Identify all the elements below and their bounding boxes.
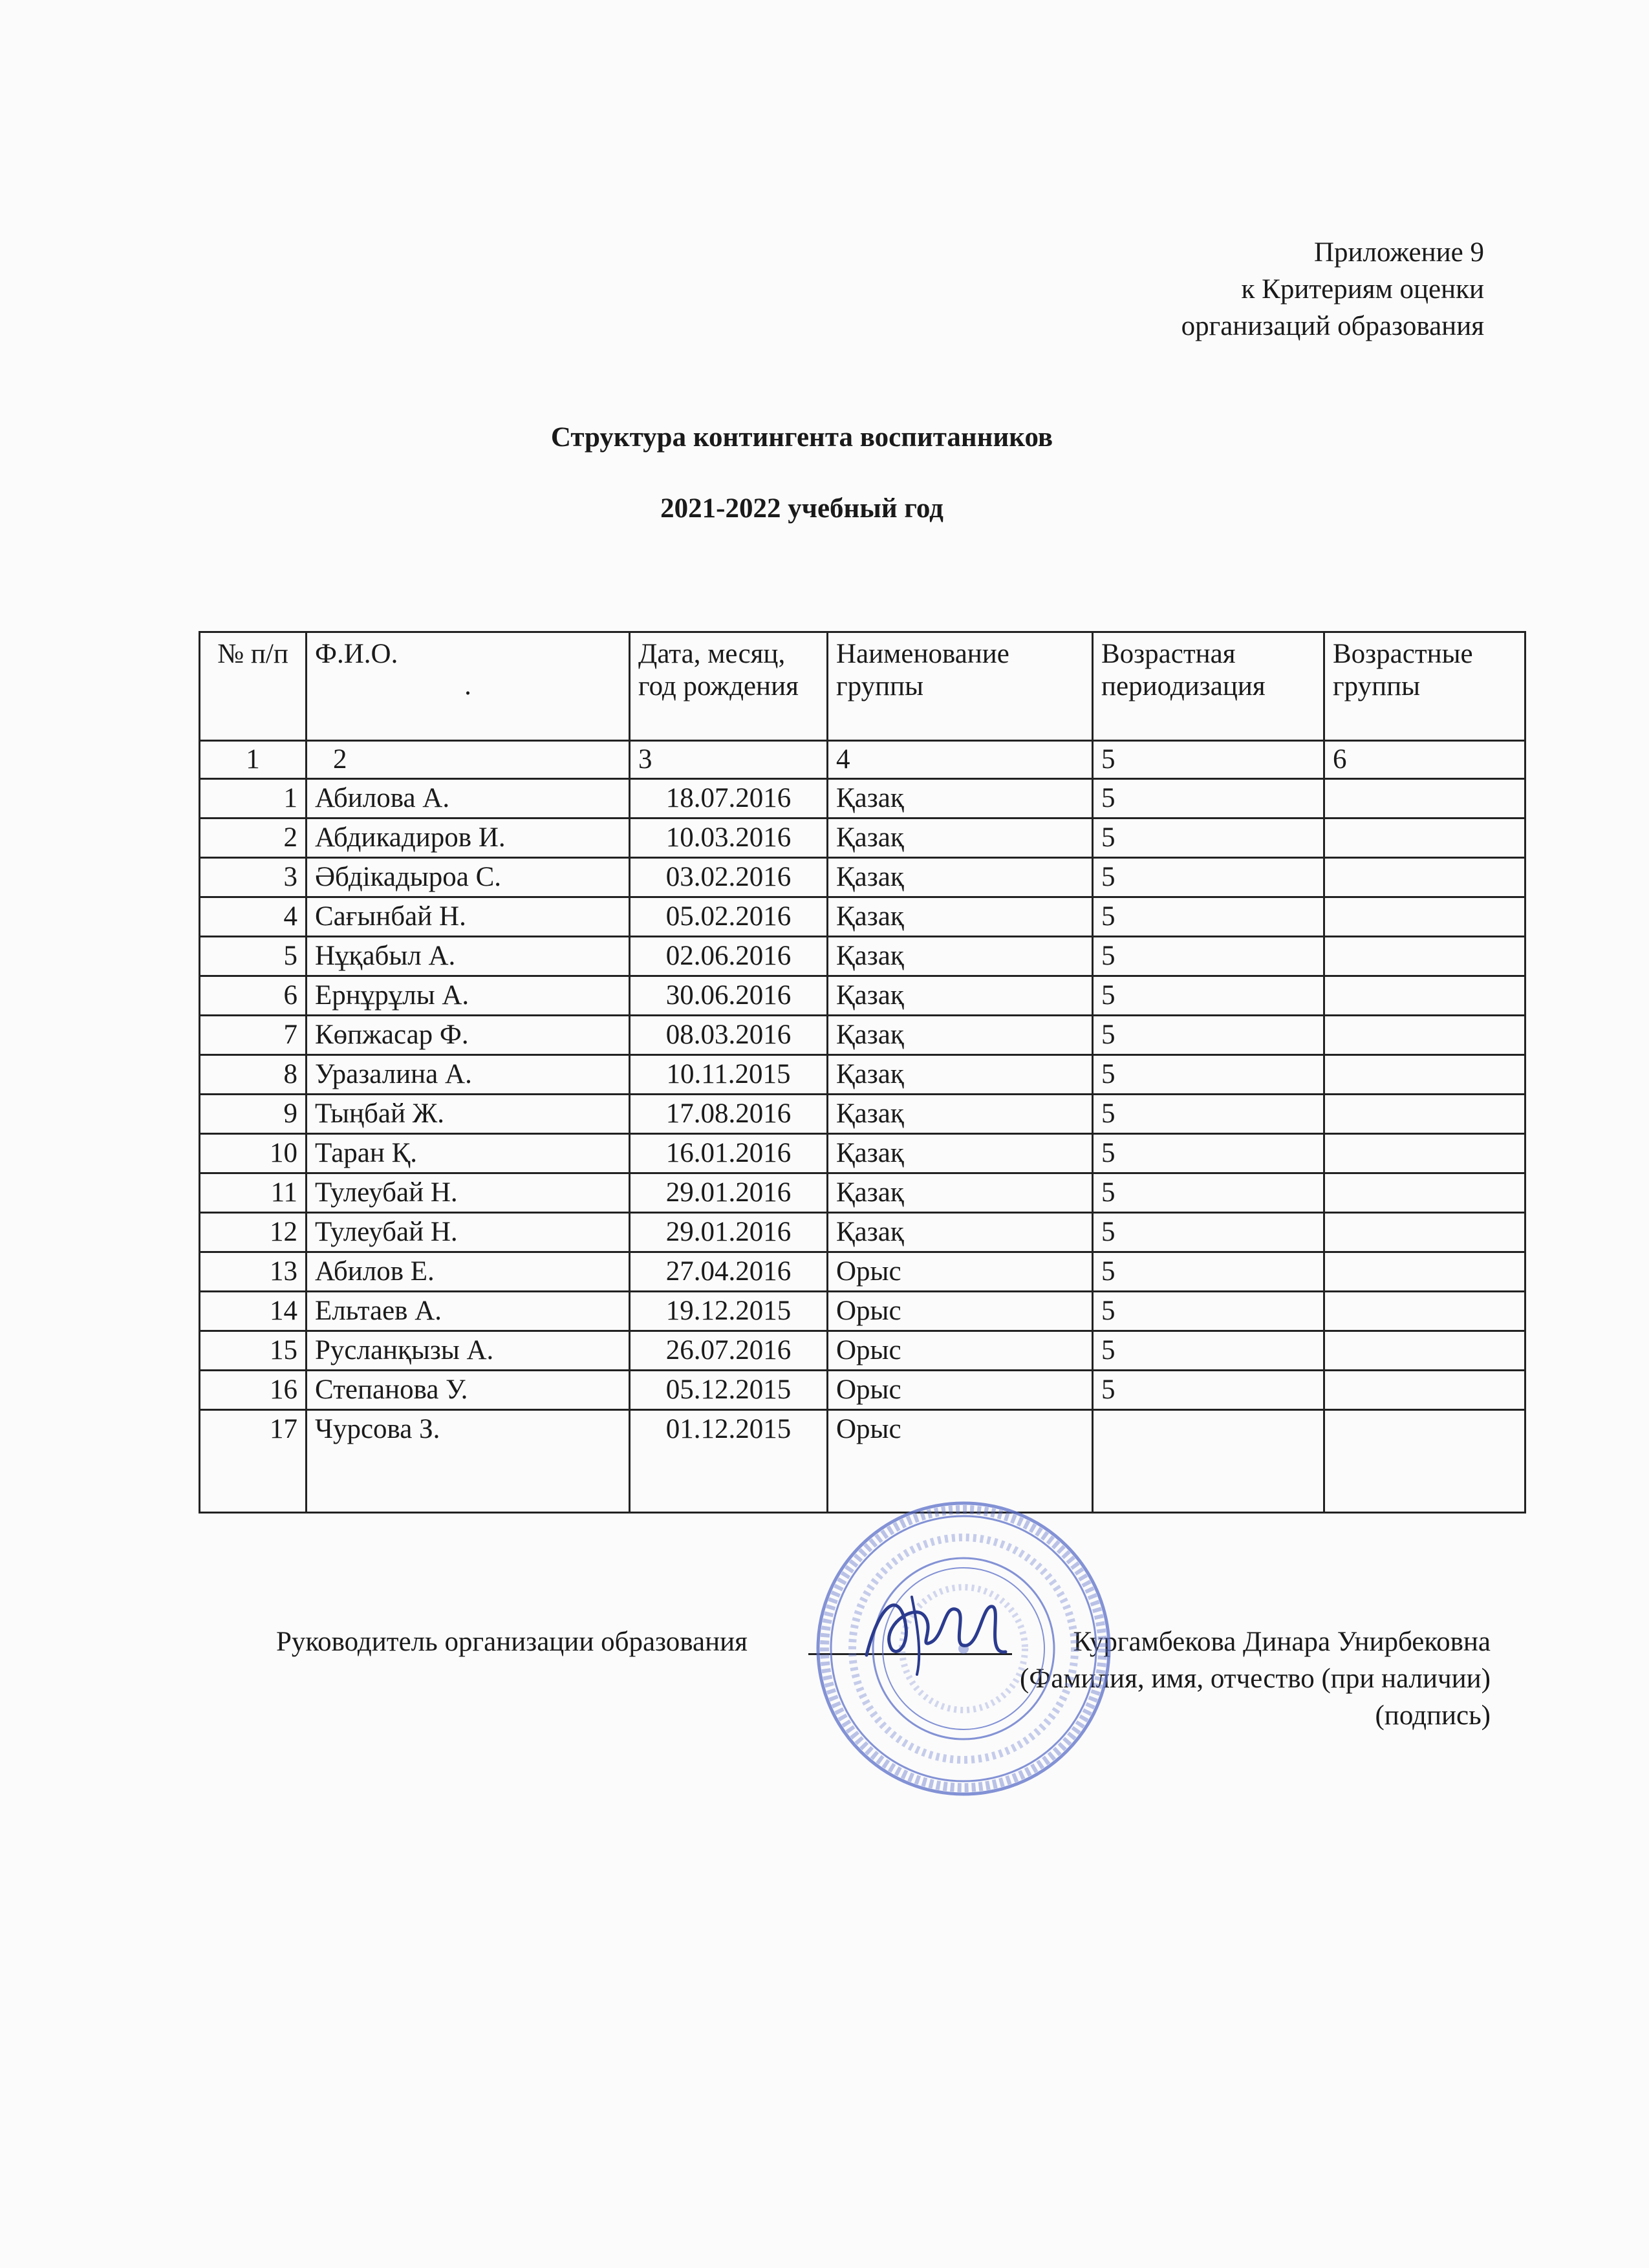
cell-num: 2	[200, 818, 307, 858]
header-period: Возрастная периодизация	[1093, 632, 1324, 741]
table-row	[200, 818, 1525, 858]
table-row	[200, 858, 1525, 897]
cell-age-period: 5	[1093, 1292, 1324, 1331]
header-name-mark: .	[464, 670, 471, 701]
cell-num: 1	[200, 779, 307, 818]
cell-name: Таран Қ.	[307, 1134, 630, 1173]
cell-age-period	[1093, 1410, 1324, 1513]
cell-num: 12	[200, 1213, 307, 1252]
cell-group: Қазақ	[828, 897, 1093, 937]
cell-age-period: 5	[1093, 1252, 1324, 1292]
cell-age-period: 5	[1093, 897, 1324, 937]
cell-group: Орыс	[828, 1292, 1093, 1331]
cell-group: Қазақ	[828, 779, 1093, 818]
cell-age-period: 5	[1093, 976, 1324, 1016]
cell-num: 13	[200, 1252, 307, 1292]
cell-group: Қазақ	[828, 976, 1093, 1016]
cell-birth-date: 10.03.2016	[630, 818, 828, 858]
cell-age-group	[1324, 779, 1525, 818]
cell-num: 3	[200, 858, 307, 897]
cell-group: Қазақ	[828, 937, 1093, 976]
cell-name: Русланқызы А.	[307, 1331, 630, 1371]
table-row	[200, 1055, 1525, 1095]
cell-group: Қазақ	[828, 858, 1093, 897]
cell-birth-date: 26.07.2016	[630, 1331, 828, 1371]
column-number: 1	[200, 741, 307, 779]
cell-age-group	[1324, 1173, 1525, 1213]
cell-group: Қазақ	[828, 818, 1093, 858]
cell-group: Қазақ	[828, 1134, 1093, 1173]
table-header-row	[200, 632, 1525, 741]
cell-age-period: 5	[1093, 1134, 1324, 1173]
cell-age-period: 5	[1093, 1095, 1324, 1134]
cell-birth-date: 16.01.2016	[630, 1134, 828, 1173]
cell-group: Қазақ	[828, 1213, 1093, 1252]
cell-group: Орыс	[828, 1410, 1093, 1513]
cell-age-group	[1324, 1410, 1525, 1513]
cell-name: Уразалина А.	[307, 1055, 630, 1095]
cell-birth-date: 08.03.2016	[630, 1016, 828, 1055]
cell-num: 11	[200, 1173, 307, 1213]
column-number: 5	[1093, 741, 1324, 779]
cell-name: Степанова У.	[307, 1371, 630, 1410]
column-number: 6	[1324, 741, 1525, 779]
cell-age-period: 5	[1093, 1371, 1324, 1410]
cell-name: Нұқабыл А.	[307, 937, 630, 976]
table-row	[200, 1371, 1525, 1410]
cell-age-period: 5	[1093, 1016, 1324, 1055]
cell-birth-date: 18.07.2016	[630, 779, 828, 818]
cell-name: Сағынбай Н.	[307, 897, 630, 937]
cell-birth-date: 05.02.2016	[630, 897, 828, 937]
cell-num: 14	[200, 1292, 307, 1331]
cell-group: Қазақ	[828, 1055, 1093, 1095]
header-date: Дата, месяц, год рождения	[630, 632, 828, 741]
cell-group: Қазақ	[828, 1095, 1093, 1134]
cell-name: Абилова А.	[307, 779, 630, 818]
column-number-row	[200, 741, 1525, 779]
table-row	[200, 1331, 1525, 1371]
cell-age-period: 5	[1093, 1055, 1324, 1095]
cell-age-period: 5	[1093, 1331, 1324, 1371]
cell-birth-date: 30.06.2016	[630, 976, 828, 1016]
cell-num: 4	[200, 897, 307, 937]
cell-name: Чурсова З.	[307, 1410, 630, 1513]
cell-group: Қазақ	[828, 1173, 1093, 1213]
cell-num: 7	[200, 1016, 307, 1055]
cell-birth-date: 02.06.2016	[630, 937, 828, 976]
header-group: Наименование группы	[828, 632, 1093, 741]
contingent-table	[199, 631, 1526, 1514]
cell-age-period: 5	[1093, 937, 1324, 976]
cell-name: Ернұрұлы А.	[307, 976, 630, 1016]
table-row	[200, 976, 1525, 1016]
cell-age-period: 5	[1093, 858, 1324, 897]
cell-birth-date: 10.11.2015	[630, 1055, 828, 1095]
header-name-label: Ф.И.О.	[315, 639, 398, 669]
cell-birth-date: 27.04.2016	[630, 1252, 828, 1292]
cell-name: Көпжасар Ф.	[307, 1016, 630, 1055]
cell-birth-date: 05.12.2015	[630, 1371, 828, 1410]
cell-age-period: 5	[1093, 1173, 1324, 1213]
cell-group: Орыс	[828, 1371, 1093, 1410]
cell-group: Орыс	[828, 1252, 1093, 1292]
cell-birth-date: 01.12.2015	[630, 1410, 828, 1513]
cell-group: Орыс	[828, 1331, 1093, 1371]
appendix-line-1: Приложение 9	[1313, 237, 1484, 268]
cell-name: Тыңбай Ж.	[307, 1095, 630, 1134]
cell-age-group	[1324, 1252, 1525, 1292]
academic-year: 2021-2022 учебный год	[660, 493, 943, 524]
cell-num: 8	[200, 1055, 307, 1095]
cell-age-group	[1324, 1331, 1525, 1371]
table-row	[200, 1134, 1525, 1173]
cell-age-group	[1324, 858, 1525, 897]
cell-num: 6	[200, 976, 307, 1016]
column-number: 3	[630, 741, 828, 779]
cell-name: Әбдікадыроа С.	[307, 858, 630, 897]
cell-name: Тулеубай Н.	[307, 1213, 630, 1252]
cell-name: Тулеубай Н.	[307, 1173, 630, 1213]
cell-num: 9	[200, 1095, 307, 1134]
cell-age-group	[1324, 897, 1525, 937]
signature-label: Руководитель организации образования	[276, 1627, 748, 1657]
table-row	[200, 1173, 1525, 1213]
table-row	[200, 1016, 1525, 1055]
document-title: Структура контингента воспитанников	[550, 422, 1053, 453]
cell-num: 17	[200, 1410, 307, 1513]
appendix-note	[1181, 234, 1484, 345]
cell-age-group	[1324, 1371, 1525, 1410]
cell-age-group	[1324, 1095, 1525, 1134]
director-name: Кургамбекова Динара Унирбековна	[1073, 1627, 1491, 1657]
header-name	[307, 632, 630, 741]
column-number: 4	[828, 741, 1093, 779]
cell-age-group	[1324, 937, 1525, 976]
cell-age-period: 5	[1093, 1213, 1324, 1252]
cell-age-period: 5	[1093, 818, 1324, 858]
appendix-line-3: организаций образования	[1181, 311, 1484, 341]
header-num: № п/п	[200, 632, 307, 741]
cell-age-group	[1324, 818, 1525, 858]
cell-birth-date: 29.01.2016	[630, 1213, 828, 1252]
signature-hint-name: (Фамилия, имя, отчество (при наличии)	[1020, 1664, 1491, 1694]
cell-age-period: 5	[1093, 779, 1324, 818]
cell-age-group	[1324, 1213, 1525, 1252]
cell-age-group	[1324, 976, 1525, 1016]
header-agegroups: Возрастные группы	[1324, 632, 1525, 741]
table-row	[200, 937, 1525, 976]
cell-birth-date: 29.01.2016	[630, 1173, 828, 1213]
cell-num: 16	[200, 1371, 307, 1410]
cell-name: Ельтаев А.	[307, 1292, 630, 1331]
cell-group: Қазақ	[828, 1016, 1093, 1055]
cell-num: 5	[200, 937, 307, 976]
cell-birth-date: 19.12.2015	[630, 1292, 828, 1331]
table-body	[200, 779, 1525, 1513]
table-row	[200, 897, 1525, 937]
cell-name: Абдикадиров И.	[307, 818, 630, 858]
column-number: 2	[307, 741, 630, 779]
cell-birth-date: 03.02.2016	[630, 858, 828, 897]
cell-age-group	[1324, 1055, 1525, 1095]
table-row	[200, 1095, 1525, 1134]
cell-num: 15	[200, 1331, 307, 1371]
signature-hint-sign: (подпись)	[1375, 1700, 1491, 1731]
table-row	[200, 1292, 1525, 1331]
table-row	[200, 779, 1525, 818]
handwritten-signature-icon	[854, 1578, 1015, 1681]
cell-name: Абилов Е.	[307, 1252, 630, 1292]
appendix-line-2: к Критериям оценки	[1241, 274, 1484, 305]
table-row	[200, 1252, 1525, 1292]
cell-birth-date: 17.08.2016	[630, 1095, 828, 1134]
cell-age-group	[1324, 1016, 1525, 1055]
table-row	[200, 1213, 1525, 1252]
cell-age-group	[1324, 1134, 1525, 1173]
cell-age-group	[1324, 1292, 1525, 1331]
cell-num: 10	[200, 1134, 307, 1173]
